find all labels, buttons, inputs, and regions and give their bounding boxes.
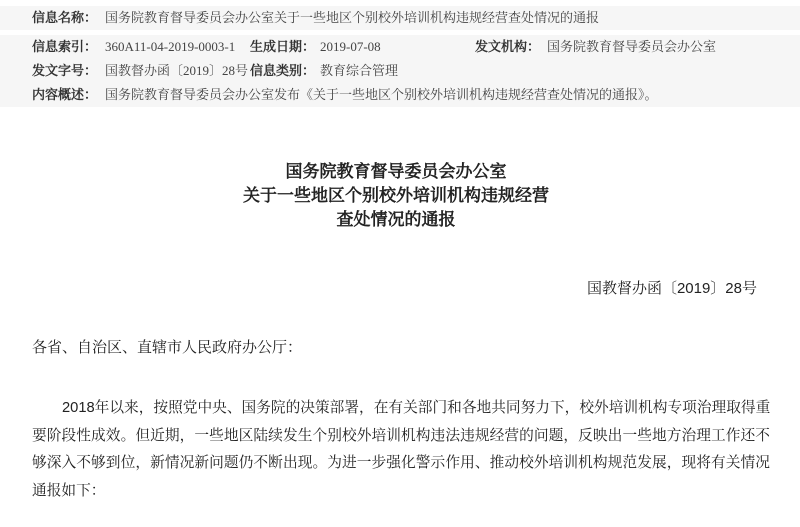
metadata-row-index bbox=[0, 35, 800, 60]
info-index-value: 360A11-04-2019-0003-1 bbox=[105, 39, 236, 54]
summary-value: 国务院教育督导委员会办公室发布《关于一些地区个别校外培训机构违规经营查处情况的通报》。 bbox=[105, 87, 658, 102]
title-line: 关于一些地区个别校外培训机构违规经营 bbox=[243, 186, 549, 205]
paragraph-line: 2018年以来，按照党中央、国务院的决策部署，在有关部门和各地共同努力下，校外培训机构专项治理取得重 bbox=[62, 400, 771, 416]
info-name-label: 信息名称： bbox=[32, 10, 98, 25]
body-paragraph bbox=[32, 395, 770, 505]
doc-number-label: 发文字号： bbox=[32, 63, 98, 78]
title-line: 国务院教育督导委员会办公室 bbox=[285, 162, 507, 181]
issuer-value: 国务院教育督导委员会办公室 bbox=[547, 39, 717, 54]
category-label: 信息类别： bbox=[250, 63, 316, 78]
metadata-row-name bbox=[0, 6, 800, 31]
info-index-label: 信息索引： bbox=[32, 39, 98, 54]
doc-number-value: 国教督办函〔2019〕28号 bbox=[105, 63, 249, 78]
metadata-table bbox=[0, 0, 800, 108]
info-name-value: 国务院教育督导委员会办公室关于一些地区个别校外培训机构违规经营查处情况的通报 bbox=[105, 10, 600, 25]
metadata-row-docno bbox=[0, 59, 800, 84]
document-title bbox=[0, 160, 792, 232]
title-line: 查处情况的通报 bbox=[336, 210, 456, 229]
paragraph-line: 够深入不够到位，新情况新问题仍不断出现。为进一步强化警示作用、推动校外培训机构规范发展，现将有关情况 bbox=[32, 455, 770, 472]
summary-label: 内容概述： bbox=[32, 87, 98, 102]
salutation: 各省、自治区、直辖市人民政府办公厅： bbox=[32, 339, 303, 356]
paragraph-line: 要阶段性成效。但近期，一些地区陆续发生个别校外培训机构违法违规经营的问题，反映出一些地方治理工作还不 bbox=[32, 427, 770, 444]
created-date-value: 2019-07-08 bbox=[320, 39, 381, 54]
category-value: 教育综合管理 bbox=[320, 63, 399, 78]
metadata-row-summary bbox=[0, 83, 800, 108]
paragraph-line: 通报如下： bbox=[32, 482, 106, 499]
created-date-label: 生成日期： bbox=[250, 39, 316, 54]
issuer-label: 发文机构： bbox=[475, 39, 541, 54]
document-number: 国教督办函〔2019〕28号 bbox=[586, 280, 757, 297]
